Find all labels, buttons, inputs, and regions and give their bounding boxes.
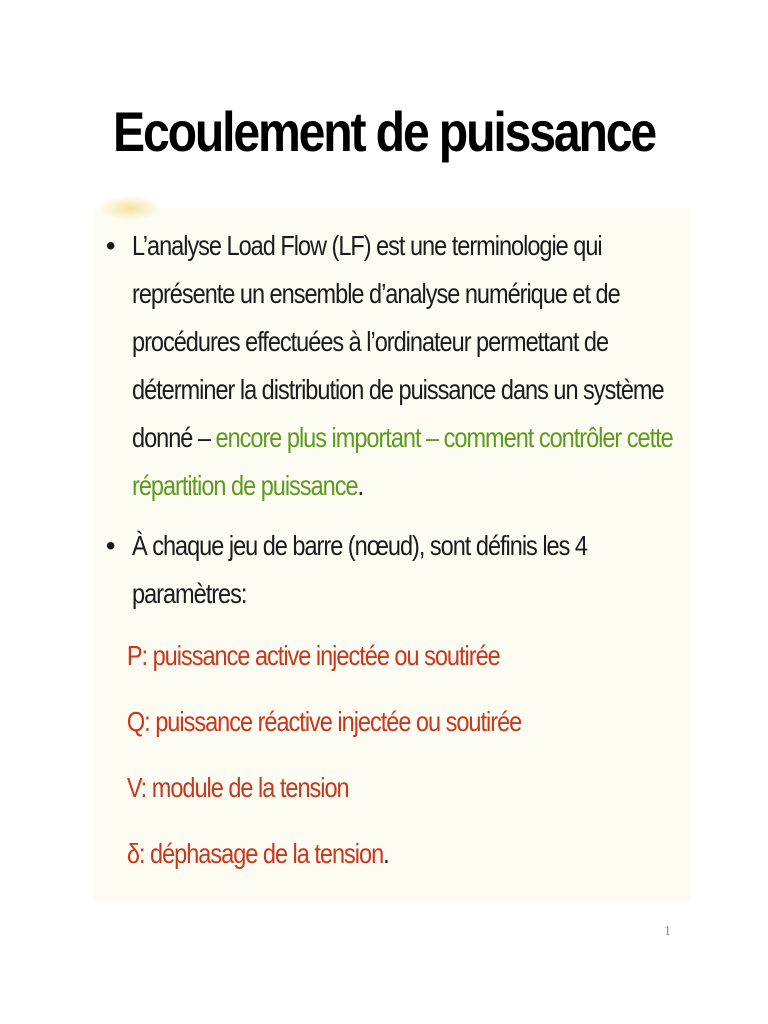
text-line [132, 318, 609, 366]
text-line [132, 570, 609, 618]
text-run: P: puissance active injectée ou soutirée [126, 640, 500, 671]
text-run: paramètres: [132, 578, 247, 609]
text-run: V: module de la tension [126, 772, 349, 803]
text-run: représente un ensemble d’analyse numérique et de [132, 278, 620, 309]
parameter-list [100, 628, 700, 882]
page-number: 1 [664, 924, 671, 939]
text-line [132, 366, 664, 414]
bullet-icon: • [105, 530, 115, 561]
text-line [132, 270, 620, 318]
decorative-glow [100, 196, 160, 220]
text-run: À chaque jeu de barre (nœud), sont définis les 4 [132, 530, 587, 561]
text-run: encore plus important – comment contrôler cette [215, 422, 673, 453]
text-run: . [357, 470, 364, 501]
text-line [132, 462, 609, 510]
text-run: L’analyse Load Flow (LF) est une terminologie qui [132, 230, 602, 261]
slide-content [100, 222, 700, 882]
parameter-item [100, 826, 604, 882]
bullet-text [132, 222, 700, 510]
bullet-item [100, 522, 700, 618]
text-run: procédures effectuées à l’ordinateur permettant de [132, 326, 609, 357]
text-run: donné – [132, 422, 216, 453]
text-line [132, 522, 609, 570]
bullet-icon: • [105, 230, 115, 261]
parameter-item [100, 694, 604, 750]
text-line [132, 414, 673, 462]
text-run: répartition de puissance [132, 470, 358, 501]
text-run: . [383, 838, 389, 869]
parameter-item [100, 760, 604, 816]
text-line [132, 222, 609, 270]
text-run: δ: déphasage de la tension [126, 838, 384, 869]
parameter-item [100, 628, 604, 684]
text-run: déterminer la distribution de puissance dans un système [132, 374, 664, 405]
text-run: Q: puissance réactive injectée ou soutirée [126, 706, 522, 737]
bullet-text [132, 522, 700, 618]
slide-title: Ecoulement de puissance [112, 100, 656, 163]
bullet-item [100, 222, 700, 510]
